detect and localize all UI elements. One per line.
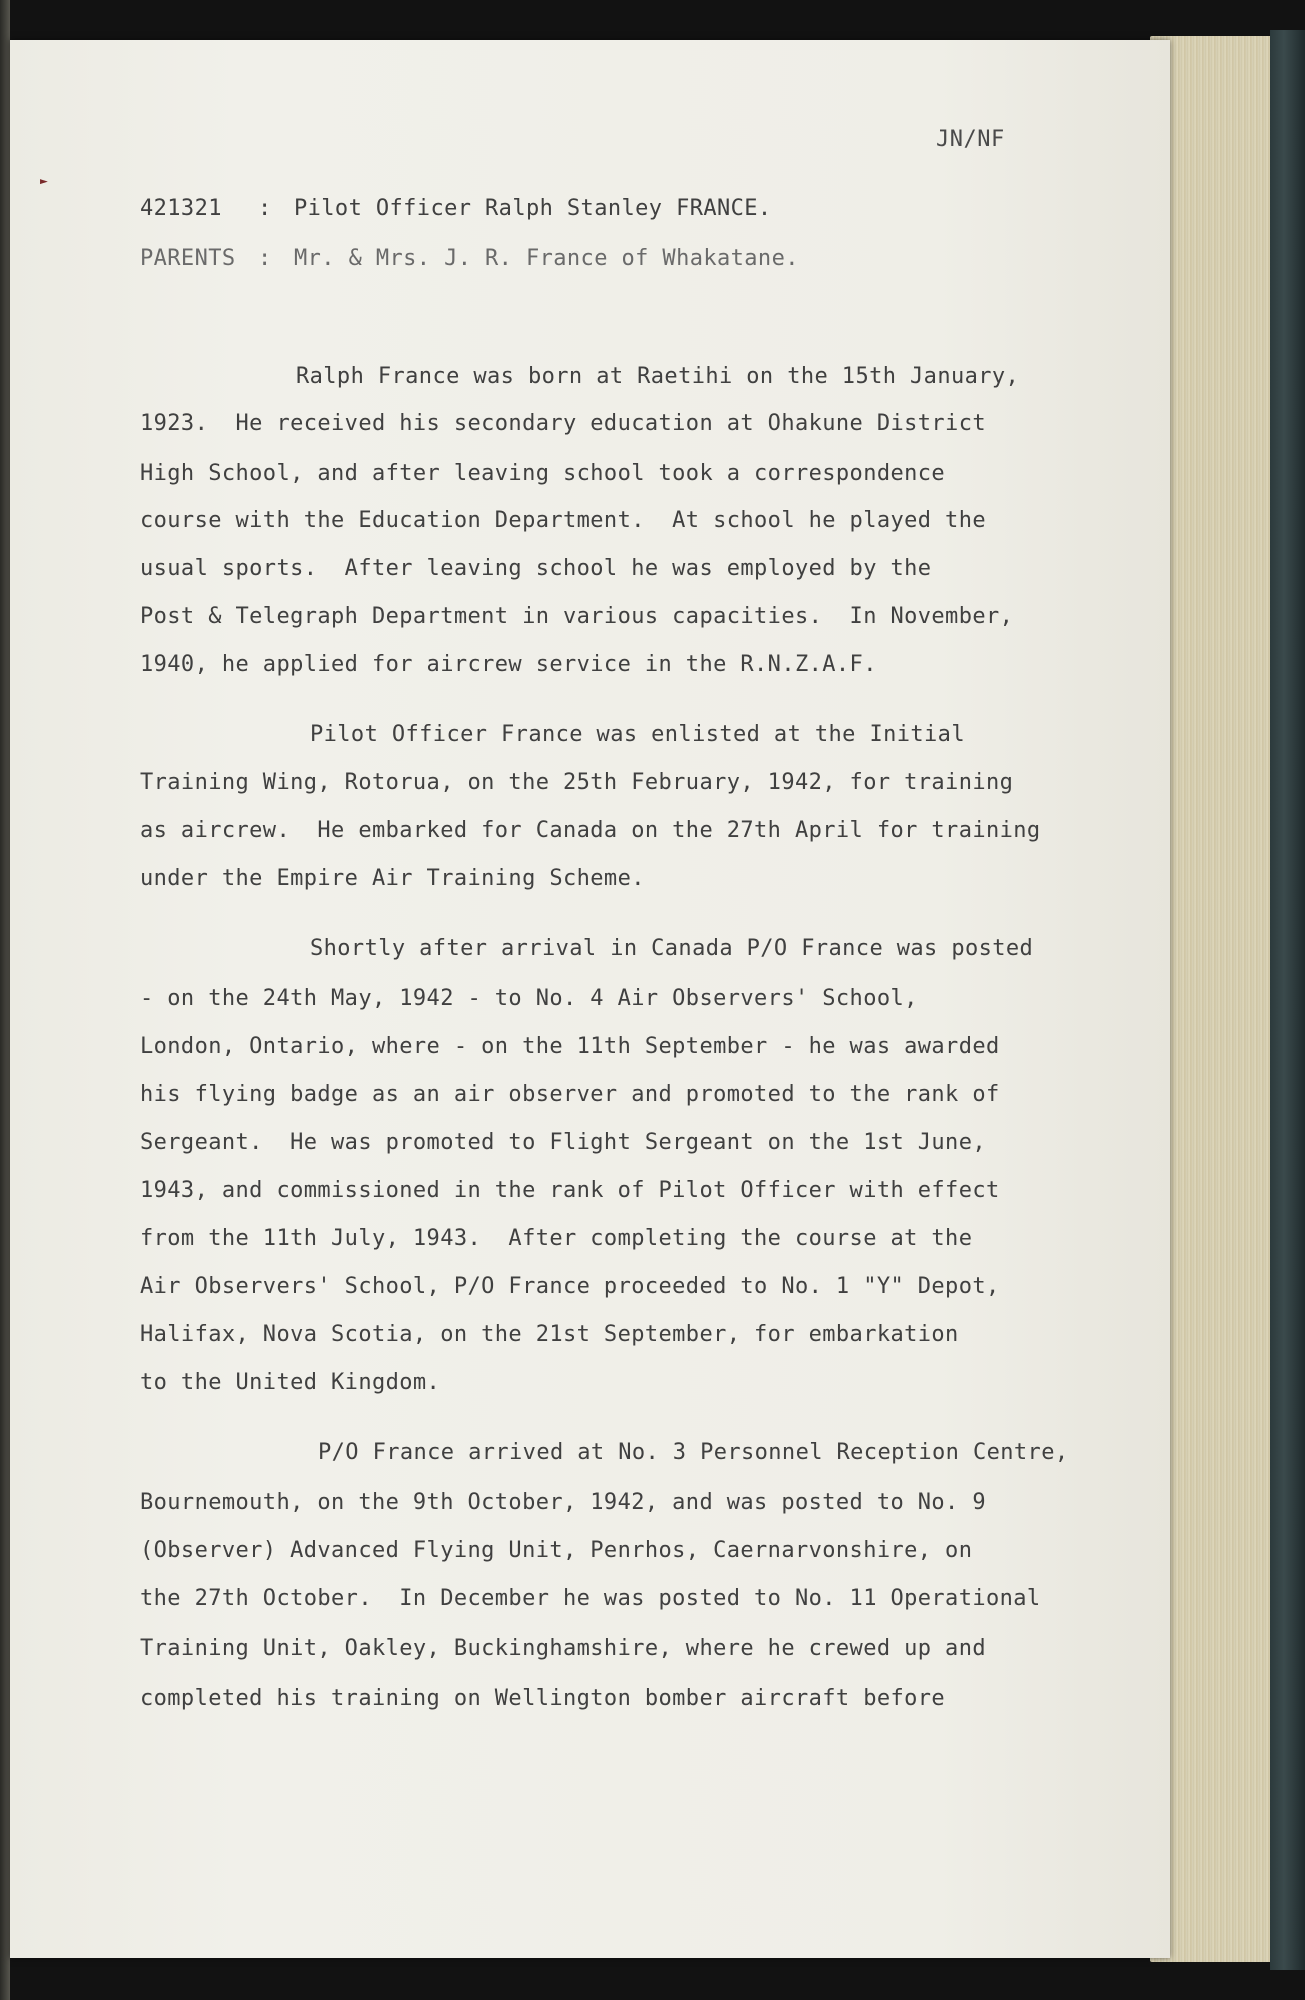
text-line: from the 11th July, 1943. After completing the course at the (140, 1226, 973, 1251)
parents-label: PARENTS (140, 246, 236, 271)
text-line: High School, and after leaving school took a correspondence (140, 461, 946, 486)
text-line: Post & Telegraph Department in various capacities. In November, (140, 604, 1014, 629)
text-line: P/O France arrived at No. 3 Personnel Reception Centre, (318, 1440, 1069, 1465)
text-line: Training Unit, Oakley, Buckinghamshire, where he crewed up and (140, 1636, 986, 1661)
text-line: the 27th October. In December he was posted to No. 11 Operational (140, 1586, 1041, 1611)
text-line: (Observer) Advanced Flying Unit, Penrhos, Caernarvonshire, on (140, 1538, 973, 1563)
text-line: 1940, he applied for aircrew service in the R.N.Z.A.F. (140, 652, 877, 677)
text-line: course with the Education Department. At school he played the (140, 508, 986, 533)
text-line: Shortly after arrival in Canada P/O France was posted (310, 936, 1034, 961)
parents-value: Mr. & Mrs. J. R. France of Whakatane. (294, 246, 799, 271)
text-line: Halifax, Nova Scotia, on the 21st September, for embarkation (140, 1322, 959, 1347)
officer-name: Pilot Officer Ralph Stanley FRANCE. (294, 196, 772, 221)
header-separator: : (258, 246, 272, 271)
text-line: 1923. He received his secondary education at Ohakune District (140, 411, 986, 436)
reference-code: JN/NF (936, 127, 1005, 152)
text-line: usual sports. After leaving school he was employed by the (140, 556, 932, 581)
text-line: London, Ontario, where - on the 11th September - he was awarded (140, 1034, 1000, 1059)
text-line: under the Empire Air Training Scheme. (140, 866, 645, 891)
text-line: Bournemouth, on the 9th October, 1942, and was posted to No. 9 (140, 1490, 986, 1515)
text-line: Pilot Officer France was enlisted at the Initial (310, 722, 965, 747)
margin-tick-mark: ► (40, 174, 48, 189)
page-edges (1150, 36, 1290, 1962)
text-line: his flying badge as an air observer and promoted to the rank of (140, 1082, 1000, 1107)
text-line: as aircrew. He embarked for Canada on the 27th April for training (140, 818, 1041, 843)
text-line: Sergeant. He was promoted to Flight Sergeant on the 1st June, (140, 1130, 986, 1155)
text-line: Air Observers' School, P/O France proceeded to No. 1 "Y" Depot, (140, 1274, 1000, 1299)
left-book-edge (0, 0, 10, 2000)
text-line: to the United Kingdom. (140, 1370, 441, 1395)
text-line: Training Wing, Rotorua, on the 25th February, 1942, for training (140, 770, 1014, 795)
service-number: 421321 (140, 196, 222, 221)
text-line: 1943, and commissioned in the rank of Pilot Officer with effect (140, 1178, 1000, 1203)
header-separator: : (258, 196, 272, 221)
text-line: - on the 24th May, 1942 - to No. 4 Air Observers' School, (140, 986, 918, 1011)
text-line: completed his training on Wellington bomber aircraft before (140, 1686, 946, 1711)
book-spine (1270, 30, 1305, 1970)
text-line: Ralph France was born at Raetihi on the 15th January, (296, 364, 1020, 389)
